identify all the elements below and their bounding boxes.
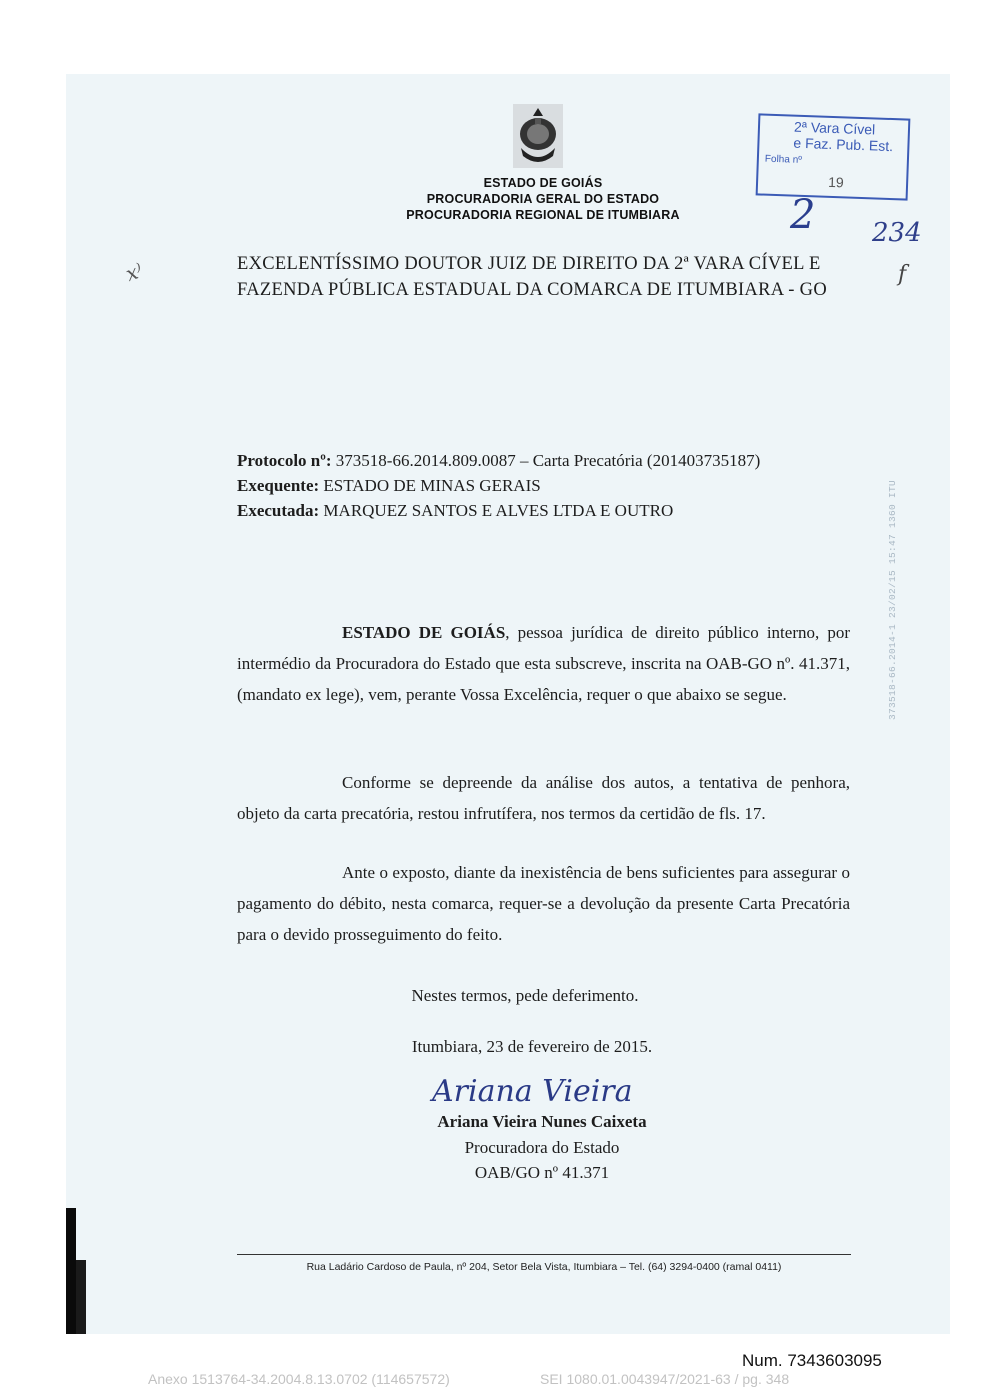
executada-value: MARQUEZ SANTOS E ALVES LTDA E OUTRO	[319, 501, 674, 520]
document-number: Num. 7343603095	[742, 1351, 882, 1370]
addressee-line-1: EXCELENTÍSSIMO DOUTOR JUIZ DE DIREITO DA 2ª VARA CÍVEL E	[237, 254, 821, 274]
footer-divider	[237, 1254, 851, 1255]
handwritten-folio: 2	[790, 192, 816, 238]
closing-terms: Nestes termos, pede deferimento.	[411, 986, 639, 1005]
state-coat-of-arms-icon	[513, 104, 563, 168]
header-attorney-general: PROCURADORIA GERAL DO ESTADO	[426, 192, 660, 206]
protocol-value: 373518-66.2014.809.0087 – Carta Precatória (201403735187)	[331, 451, 761, 470]
stamp-folio-label: Folha nº	[764, 153, 803, 166]
paragraph-2-text: Conforme se depreende da análise dos autos, a tentativa de penhora, objeto da carta precatória, restou infrutífera, nos termos da certidão de fls. 17.	[237, 773, 850, 823]
place-and-date: Itumbiara, 23 de fevereiro de 2015.	[411, 1037, 653, 1056]
executada-line	[237, 501, 857, 521]
paragraph-3	[237, 857, 850, 950]
scan-edge-shadow	[66, 1208, 76, 1334]
scan-edge-shadow	[76, 1260, 86, 1334]
paragraph-1-text: , pessoa jurídica de direito público interno, por intermédio da Procuradora do Estado que esta subscreve, inscrita na OAB-GO nº. 41.371, (mandato ex lege), vem, perante Vossa Excelência, requer o que abaixo se segue.	[237, 623, 850, 704]
handwritten-page-number: 234	[872, 218, 922, 248]
paragraph-3-text: Ante o exposto, diante da inexistência de bens suficientes para assegurar o pagamento do débito, nesta comarca, requer-se a devolução da presente Carta Precatória para o devido prosseguimento do feito.	[237, 863, 850, 944]
paragraph-1-bold: ESTADO DE GOIÁS	[342, 623, 506, 642]
signer-oab: OAB/GO nº 41.371	[474, 1163, 610, 1182]
paragraph-2	[237, 767, 850, 829]
stamp-folio-number: 19	[827, 173, 844, 191]
footer-address: Rua Ladário Cardoso de Paula, nº 204, Setor Bela Vista, Itumbiara – Tel. (64) 3294-0400 (ramal 0411)	[306, 1261, 782, 1273]
exequente-label: Exequente:	[237, 476, 320, 495]
addressee	[237, 251, 851, 303]
executada-label: Executada:	[237, 501, 320, 520]
addressee-line-2: FAZENDA PÚBLICA ESTADUAL DA COMARCA DE ITUMBIARA - GO	[237, 280, 828, 300]
header-state: ESTADO DE GOIÁS	[483, 176, 603, 190]
protocol-line	[237, 451, 857, 471]
signer-role: Procuradora do Estado	[464, 1138, 620, 1157]
handwritten-mark: f	[898, 262, 907, 287]
exequente-value: ESTADO DE MINAS GERAIS	[319, 476, 541, 495]
protocol-label: Protocolo nº:	[237, 451, 332, 470]
paragraph-1	[237, 617, 850, 710]
protocol-side-stamp: 373518-66.2014-1 23/02/15 15:47 1360 ITU	[887, 479, 898, 720]
court-stamp	[756, 113, 911, 200]
header-regional-office: PROCURADORIA REGIONAL DE ITUMBIARA	[406, 208, 680, 222]
stamp-court-subname: e Faz. Pub. Est.	[793, 134, 894, 155]
stamp-court-name: 2ª Vara Cível	[793, 118, 876, 138]
exequente-line	[237, 476, 857, 496]
handwritten-signature: Ariana Vieira	[432, 1074, 633, 1109]
handwritten-mark-left: x⁾	[122, 257, 146, 287]
annex-reference: Anexo 1513764-34.2004.8.13.0702 (114657572)	[148, 1371, 450, 1387]
sei-reference: SEI 1080.01.0043947/2021-63 / pg. 348	[540, 1371, 790, 1387]
signer-name: Ariana Vieira Nunes Caixeta	[437, 1112, 647, 1131]
